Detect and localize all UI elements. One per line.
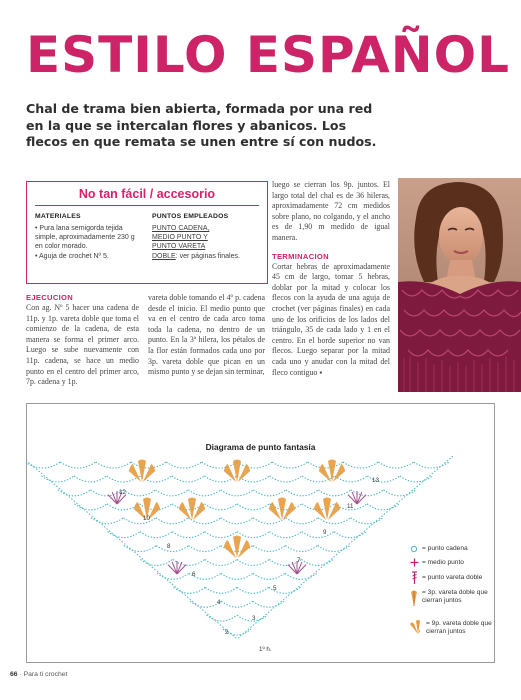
stitches-column	[152, 213, 259, 261]
page-title: ESTILO ESPAÑOL	[26, 26, 510, 84]
ejecucion-column-1	[26, 293, 139, 388]
chain-arc-row	[141, 559, 334, 565]
ejecucion-heading: EJECUCION	[26, 293, 74, 302]
legend-item-chain	[408, 545, 468, 553]
ejecucion-column-2	[148, 293, 265, 378]
row-number-label: 5	[273, 585, 277, 592]
stitch-link[interactable]: DOBLE	[152, 252, 176, 260]
legend-item-cluster-9	[408, 620, 508, 636]
double-treble-icon	[408, 571, 420, 585]
row-number-label: 1º h.	[259, 646, 272, 653]
model-photo-illustration	[398, 178, 521, 392]
legend-item-single-crochet	[408, 558, 464, 567]
row-number-label: 10	[143, 515, 150, 522]
materials-column	[35, 213, 142, 261]
page-footer	[10, 671, 67, 678]
chain-arc-row	[58, 490, 416, 496]
single-crochet-icon	[408, 558, 420, 567]
stitch-link[interactable]: PUNTO VARETA	[152, 243, 206, 251]
row-number-label: 4	[217, 599, 221, 606]
footer-separator: ·	[19, 671, 22, 678]
legend-item-double-treble	[408, 571, 482, 585]
model-photo	[398, 178, 521, 392]
legend-label: = punto cadena	[422, 545, 468, 553]
terminacion-heading: TERMINACION	[272, 251, 329, 261]
materials-item: • Pura lana semigorda tejida simple, aproximadamente 230 g en color morado.	[35, 224, 135, 251]
ejecucion-text-2: vareta doble tomando el 4º p. cadena desde el inicio. El medio punto que va en el centro de cada arco toma toda la cadena, no dentro de un punto. En la 3ª hilera, los pétalos de la flor están formados cada uno por 3p. vareta doble que pican en un mismo punto y se dejan sin terminar,	[148, 293, 265, 377]
legend-label: = 3p. vareta doble que cierran juntos	[422, 589, 488, 604]
terminacion-text: Cortar hebras de aproximadamente 45 cm de largo, tomar 5 hebras, doblar por la mitad y colocar los flecos con la ayuda de una aguja de crochet (ver páginas finales) en cada uno de los orificios de los lados del triángulo, 35 de cada lado y 1 en el centro. En el borde superior no van flecos. Luego separar por la mitad cada uno y anudar con la mitad del fleco contiguo ▪	[272, 261, 390, 377]
ejecucion-text-3: luego se cierran los 9p. juntos. El largo total del chal es de 36 hileras, aproximadamente 72 cm medidos sobre plano, no colgando, y el ancho es de 1,90 m medido de igual manera.	[272, 180, 390, 242]
row-number-label: 8	[167, 543, 171, 550]
diagram-left-edge	[27, 456, 237, 639]
difficulty-title: No tan fácil / accesorio	[78, 187, 216, 201]
chain-stitch-icon	[408, 545, 420, 553]
chain-arc-row	[174, 587, 301, 593]
row-number-label: 11	[347, 503, 354, 510]
row-number-label: 13	[372, 477, 379, 484]
intro-paragraph: Chal de trama bien abierta, formada por una red en la que se intercalan flores y abanicos. Los flecos en que remata se unen entre sí con nudos.	[26, 101, 377, 150]
row-number-label: 3	[252, 615, 256, 622]
stitch-link[interactable]: MEDIO PUNTO Y	[152, 234, 208, 242]
chain-arc-row	[190, 601, 284, 607]
text-column-3	[272, 180, 390, 378]
stitches-heading: PUNTOS EMPLEADOS	[152, 213, 229, 220]
legend-label: = medio punto	[422, 558, 464, 566]
stitch-link[interactable]: PUNTO CADENA,	[152, 224, 210, 232]
row-number-label: 7	[297, 557, 301, 564]
chain-arc-row	[91, 518, 383, 524]
cluster-3-icon	[408, 589, 420, 607]
legend-label: = punto vareta doble	[422, 574, 483, 582]
materials-heading: MATERIALES	[35, 213, 81, 220]
row-number-label: 9	[323, 529, 327, 536]
diagram-title: Diagrama de punto fantasía	[205, 442, 316, 452]
legend-label: = 9p. vareta doble que cierran juntos	[426, 620, 492, 635]
ejecucion-text-1: Con ag. Nº 5 hacer una cadena de 11p. y 1p. vareta doble que toma el comienzo de la cadena, de esta manera se forma el primer arco. Luego se sube nuevamente con 11p. cadena, se hace un medio punto en el centro del primer arco, 7p. cadena y 1p.	[26, 303, 139, 387]
page-number: 66	[10, 671, 18, 678]
cluster-9-icon	[408, 620, 420, 636]
row-number-label: 12	[119, 489, 126, 496]
chain-arc-row	[157, 573, 317, 579]
magazine-name: Para ti crochet	[23, 671, 68, 678]
row-number-label: 2	[225, 629, 229, 636]
legend-item-cluster-3	[408, 589, 506, 607]
row-number-label: 6	[192, 571, 196, 578]
chain-arc-row	[207, 615, 268, 621]
info-box	[26, 181, 268, 284]
stitches-note: : ver páginas finales.	[175, 252, 240, 260]
materials-item: • Aguja de crochet Nº 5.	[35, 252, 109, 260]
